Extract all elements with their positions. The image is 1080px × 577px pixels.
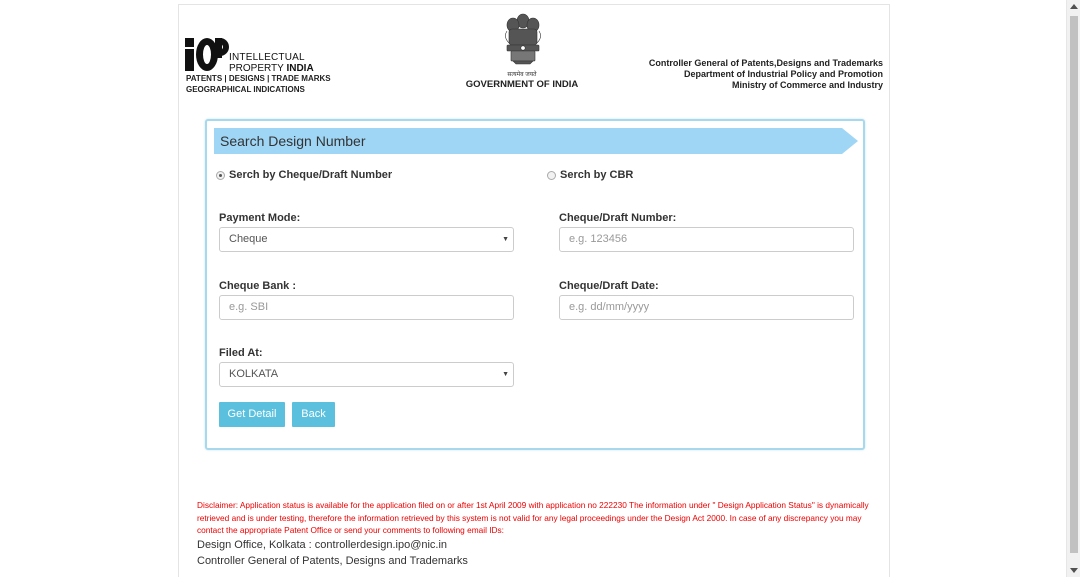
ipi-logo [185,38,331,98]
cheque-bank-input[interactable]: e.g. SBI [219,295,514,320]
radio-cheque-button[interactable] [216,171,225,180]
office-line-1: Controller General of Patents,Designs and Trademarks [648,58,883,68]
radio-cheque-option[interactable] [216,169,392,181]
cheque-date-input[interactable]: e.g. dd/mm/yyyy [559,295,854,320]
scrollbar-thumb[interactable] [1070,16,1078,553]
radio-cheque-label: Serch by Cheque/Draft Number [229,169,393,181]
back-button[interactable]: Back [292,402,335,427]
page-scrollbar[interactable] [1066,0,1080,577]
disclaimer-text: Disclaimer: Application status is available for the application filed on or after 1st April 2009 with application no 222230 The information under " Design Application Status" is dynamically retrieved and is under testing, therefore the information retrieved by this system is not valid for any legal proceedings under the Design Act 2000. In case of any discrepancy you may contact the appropriate Patent Office or send your comments to following email IDs: [197,500,869,535]
scroll-down-arrow-icon[interactable] [1070,568,1078,573]
panel-title: Search Design Number [220,133,366,149]
government-of-india-label: GOVERNMENT OF INDIA [465,79,579,90]
payment-mode-select[interactable] [219,227,514,252]
radio-cbr-option[interactable] [547,169,633,181]
contact-controller-general: Controller General of Patents, Designs and Trademarks [197,555,468,567]
radio-cbr-label: Serch by CBR [560,169,634,181]
emblem-hindi-caption: सत्यमेव जयते [507,72,537,78]
ipi-subtitle-line2: GEOGRAPHICAL INDICATIONS [186,85,305,94]
search-panel [205,119,865,450]
cheque-number-input[interactable]: e.g. 123456 [559,227,854,252]
office-line-3: Ministry of Commerce and Industry [731,80,883,90]
scroll-up-arrow-icon[interactable] [1070,4,1078,9]
contact-kolkata: Design Office, Kolkata : controllerdesign.ipo@nic.in [197,539,448,551]
ipi-title-line1: INTELLECTUAL [229,52,305,63]
ipi-title-line2: PROPERTY INDIA [229,63,314,74]
chevron-down-icon: ▼ [502,371,509,378]
page-container [178,4,890,577]
chevron-down-icon: ▼ [502,236,509,243]
filed-at-select[interactable] [219,362,514,387]
ipi-subtitle-line1: PATENTS | DESIGNS | TRADE MARKS [186,74,331,83]
filed-at-label: Filed At: [219,347,263,359]
cheque-date-label: Cheque/Draft Date: [559,280,659,292]
panel-header [214,128,858,154]
national-emblem-icon [499,11,547,73]
panel-header-arrow-icon [842,128,858,154]
ipi-logo-mark-icon [185,38,229,72]
cheque-bank-label: Cheque Bank : [219,280,297,292]
radio-cbr-button[interactable] [547,171,556,180]
payment-mode-label: Payment Mode: [219,212,301,224]
get-detail-button[interactable]: Get Detail [219,402,285,427]
office-line-2: Department of Industrial Policy and Promotion [683,69,883,79]
filed-at-value: KOLKATA [229,368,279,380]
office-info [649,58,883,91]
cheque-number-label: Cheque/Draft Number: [559,212,677,224]
payment-mode-value: Cheque [229,233,268,245]
